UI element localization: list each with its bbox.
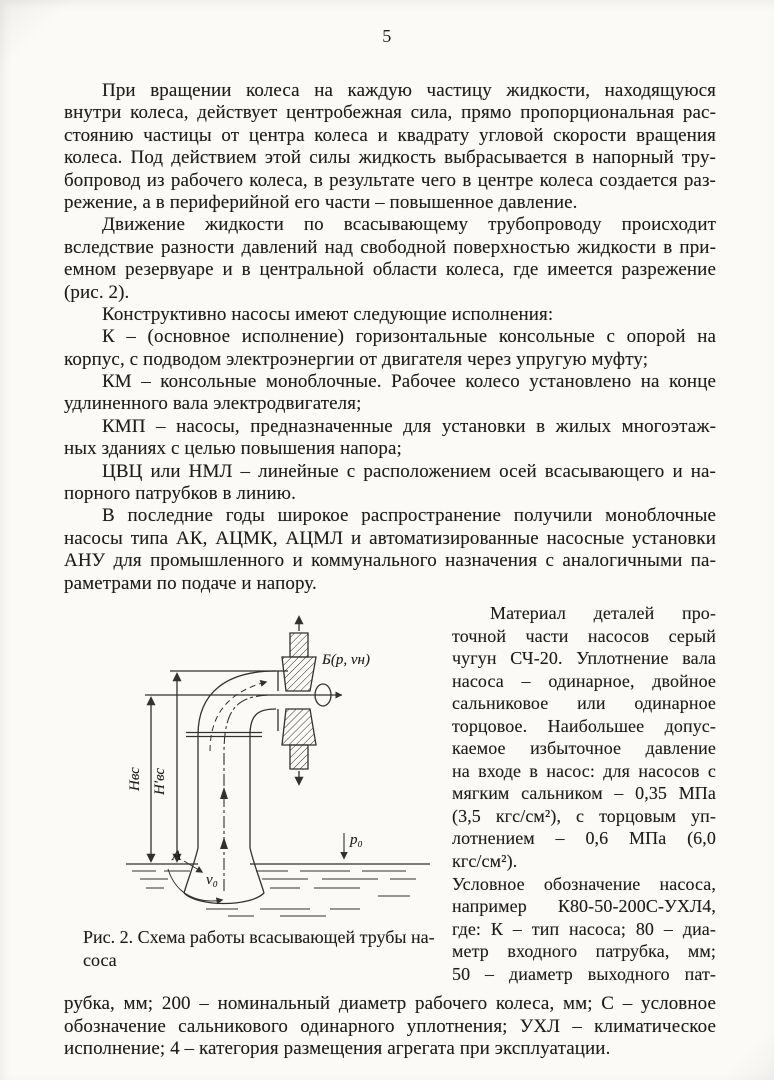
text-line: бопровод из рабочего колеса, в результате чего в центре колеса создается раз- bbox=[64, 169, 716, 191]
paragraph bbox=[64, 304, 716, 326]
label-point-a: А bbox=[172, 847, 182, 864]
figure-column bbox=[64, 601, 452, 985]
text-line: на входе в насос: для насосов с bbox=[452, 760, 716, 781]
sidebar-text-column bbox=[452, 601, 716, 985]
text-line: насоса – одинарное, двойное bbox=[452, 670, 716, 691]
page-content bbox=[64, 80, 716, 1060]
bottom-text-block bbox=[64, 993, 716, 1060]
paragraph bbox=[64, 371, 716, 416]
figure-and-sidebar-row bbox=[64, 601, 716, 985]
text-line: Конструктивно насосы имеют следующие исполнения: bbox=[102, 303, 554, 325]
figure-caption bbox=[83, 926, 439, 972]
text-line: емном резервуаре и в центральной области колеса, где имеется разрежение bbox=[64, 259, 716, 281]
paragraph bbox=[64, 214, 716, 304]
text-line: торцовое. Наибольшее допус- bbox=[452, 715, 716, 736]
text-line: 50 – диаметр выходного пат- bbox=[452, 963, 716, 984]
text-line: порного патрубков в линию. bbox=[64, 483, 296, 505]
impeller-section bbox=[282, 633, 316, 769]
text-line: метр входного патрубка, мм; bbox=[452, 941, 716, 962]
label-suction-head: Нвс bbox=[127, 767, 143, 791]
text-line: точной части насосов серый bbox=[452, 625, 716, 646]
text-line: (рис. 2). bbox=[64, 281, 130, 303]
elbow-outer-wall bbox=[198, 671, 276, 735]
text-line: чугун СЧ-20. Уплотнение вала bbox=[452, 648, 716, 669]
text-line: Материал деталей про- bbox=[490, 602, 716, 623]
paragraph bbox=[452, 602, 716, 873]
label-inlet-velocity: v₀ bbox=[206, 871, 218, 888]
paragraph bbox=[64, 326, 716, 371]
flow-arrow bbox=[220, 787, 228, 799]
text-line: насосы типа АК, АЦМК, АЦМЛ и автоматизированные насосные установки bbox=[64, 527, 716, 549]
text-line: АНУ для промышленного и коммунального назначения с аналогичными па- bbox=[64, 550, 716, 572]
point-a-leader bbox=[184, 861, 202, 872]
text-line: мягким сальником – 0,35 МПа bbox=[452, 783, 716, 804]
text-line: удлиненного вала электродвигателя; bbox=[64, 393, 362, 415]
text-line: исполнение; 4 – категория размещения агрегата при эксплуатации. bbox=[64, 1038, 611, 1060]
text-line: К – (основное исполнение) горизонтальные консольные с опорой на bbox=[102, 326, 716, 348]
suction-pipe-diagram bbox=[98, 603, 444, 921]
label-outlet-point: Б(p, vн) bbox=[322, 651, 370, 668]
paragraph bbox=[64, 80, 716, 214]
text-line: Движение жидкости по всасывающему трубопроводу происходит bbox=[102, 214, 716, 236]
text-line: КМ – консольные моноблочные. Рабочее колесо установлено на конце bbox=[102, 371, 716, 393]
text-line: ных зданиях с целью повышения напора; bbox=[64, 438, 402, 460]
text-line: В последние годы широкое распространение получили моноблочные bbox=[102, 505, 716, 527]
paragraph bbox=[64, 416, 716, 461]
text-line: корпус, с подводом электроэнергии от двигателя через упругую муфту; bbox=[64, 348, 649, 370]
text-line: кгс/см²). bbox=[452, 851, 518, 871]
flow-streamline bbox=[210, 682, 266, 751]
text-line: режение, а в периферийной его части – повышенное давление. bbox=[64, 191, 578, 213]
text-line: сальниковое или одинарное bbox=[452, 693, 716, 714]
text-line: КМП – насосы, предназначенные для установки в жилых многоэтаж- bbox=[102, 415, 716, 437]
text-line: где: К – тип насоса; 80 – диа- bbox=[452, 918, 716, 939]
text-line: колеса. Под действием этой силы жидкость выбрасывается в напорный тру- bbox=[64, 147, 716, 169]
text-line: При вращении колеса на каждую частицу жидкости, находящуюся bbox=[102, 80, 716, 101]
text-line: например К80-50-200С-УХЛ4, bbox=[452, 896, 716, 917]
text-line: внутри колеса, действует центробежная сила, прямо пропорциональная рас- bbox=[64, 102, 716, 124]
water-hatching bbox=[132, 871, 416, 916]
text-line: раметрами по подаче и напору. bbox=[64, 572, 317, 594]
text-line: стоянию частицы от центра колеса и квадрату угловой скорости вращения bbox=[64, 124, 716, 146]
page-number: 5 bbox=[382, 26, 392, 46]
figure-caption-line: соса bbox=[83, 949, 117, 970]
text-line: ЦВЦ или НМЛ – линейные с расположением осей всасывающего и на- bbox=[102, 460, 716, 482]
figure-diagram bbox=[98, 603, 452, 921]
paragraph bbox=[64, 505, 716, 595]
flow-arrow bbox=[220, 837, 228, 849]
paragraph bbox=[64, 461, 716, 506]
text-line: рубка, мм; 200 – номинальный диаметр рабочего колеса, мм; С – условное bbox=[64, 993, 716, 1015]
text-line: лотнением – 0,6 МПа (6,0 bbox=[452, 828, 716, 849]
elbow-inner-wall bbox=[250, 709, 276, 735]
text-line: вследствие разности давлений над свободной поверхностью жидкости в при- bbox=[64, 236, 716, 258]
main-text-block bbox=[64, 80, 716, 595]
text-line: (3,5 кгс/см²), с торцовым уп- bbox=[452, 805, 716, 826]
flow-centerline bbox=[224, 695, 274, 891]
text-line: Условное обозначение насоса, bbox=[452, 873, 716, 894]
label-surface-pressure: p₀ bbox=[350, 831, 363, 848]
figure-caption-line: Рис. 2. Схема работы всасывающей трубы на- bbox=[83, 926, 435, 947]
text-line: обозначение сальникового одинарного уплотнения; УХЛ – климатическое bbox=[64, 1015, 716, 1037]
paragraph bbox=[64, 993, 716, 1060]
paragraph bbox=[452, 873, 716, 986]
text-line: каемое избыточное давление bbox=[452, 738, 716, 759]
label-suction-head-prime: Н′вс bbox=[152, 767, 168, 795]
